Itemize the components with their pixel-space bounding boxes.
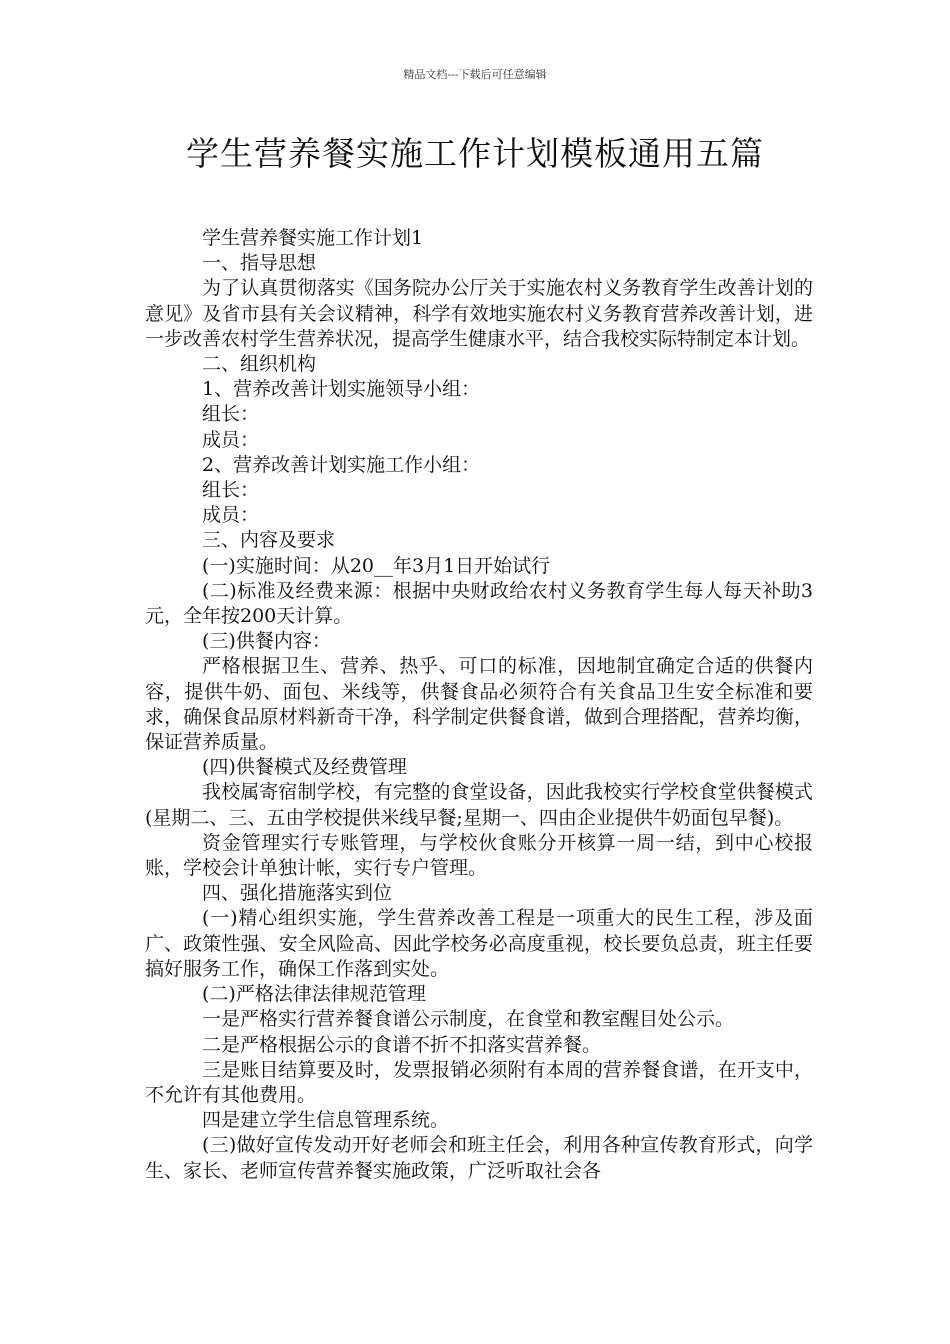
body-paragraph: 一是严格实行营养餐食谱公示制度，在食堂和教室醒目处公示。 xyxy=(202,1008,735,1031)
body-paragraph: (一)精心组织实施，学生营养改善工程是一项重大的民生工程，涉及面广、政策性强、安全风险高、因此学校务必高度重视，校长要负总责，班主任要搞好服务工作，确保工作落到实处。 xyxy=(145,907,813,980)
header-note: 精品文档---下载后可任意编辑 xyxy=(403,68,547,81)
document-body xyxy=(145,226,813,1184)
list-item: 成员： xyxy=(202,428,260,451)
section-heading: 学生营养餐实施工作计划1 xyxy=(202,227,424,249)
list-item: 组长： xyxy=(202,403,260,426)
body-paragraph: (三)做好宣传发动开好老师会和班主任会，利用各种宣传教育形式，向学生、家长、老师宣传营养餐实施政策，广泛听取社会各 xyxy=(145,1134,813,1182)
list-item: (四)供餐模式及经费管理 xyxy=(202,756,407,779)
body-paragraph: 二是严格根据公示的食谱不折不扣落实营养餐。 xyxy=(202,1033,602,1056)
body-paragraph: 四是建立学生信息管理系统。 xyxy=(202,1109,450,1132)
list-item: (二)严格法律法律规范管理 xyxy=(202,983,426,1006)
body-paragraph: 严格根据卫生、营养、热乎、可口的标准，因地制宜确定合适的供餐内容，提供牛奶、面包、米线等，供餐食品必须符合有关食品卫生安全标准和要求，确保食品原材料新奇干净，科学制定供餐食谱，做到合理搭配，营养均衡，保证营养质量。 xyxy=(145,655,813,754)
body-paragraph: 为了认真贯彻落实《国务院办公厅关于实施农村义务教育学生改善计划的意见》及省市县有关会议精神，科学有效地实施农村义务教育营养改善计划，进一步改善农村学生营养状况，提高学生健康水平，结合我校实际特制定本计划。 xyxy=(145,277,813,350)
body-paragraph: 资金管理实行专账管理，与学校伙食账分开核算一周一结，到中心校报账，学校会计单独计帐，实行专户管理。 xyxy=(145,831,813,880)
body-paragraph: 我校属寄宿制学校，有完整的食堂设备，因此我校实行学校食堂供餐模式(星期二、三、五由学校提供米线早餐;星期一、四由企业提供牛奶面包早餐)。 xyxy=(145,781,813,829)
list-item: (一)实施时间：从20__年3月1日开始试行 xyxy=(202,554,551,577)
section-heading: 二、组织机构 xyxy=(202,353,317,376)
list-item: 成员： xyxy=(202,504,260,527)
list-item: (三)供餐内容： xyxy=(202,630,331,653)
section-heading: 一、指导思想 xyxy=(202,252,317,275)
body-paragraph: (二)标准及经费来源：根据中央财政给农村义务教育学生每人每天补助3元，全年按200天计算。 xyxy=(145,579,813,628)
section-heading: 四、强化措施落实到位 xyxy=(202,882,393,905)
section-heading: 三、内容及要求 xyxy=(202,529,336,552)
body-paragraph: 三是账目结算要及时，发票报销必须附有本周的营养餐食谱，在开支中，不允许有其他费用。 xyxy=(145,1058,813,1106)
list-item: 组长： xyxy=(202,479,260,502)
list-item: 1、营养改善计划实施领导小组： xyxy=(202,378,481,401)
list-item: 2、营养改善计划实施工作小组： xyxy=(202,453,481,476)
document-title: 学生营养餐实施工作计划模板通用五篇 xyxy=(186,134,764,173)
